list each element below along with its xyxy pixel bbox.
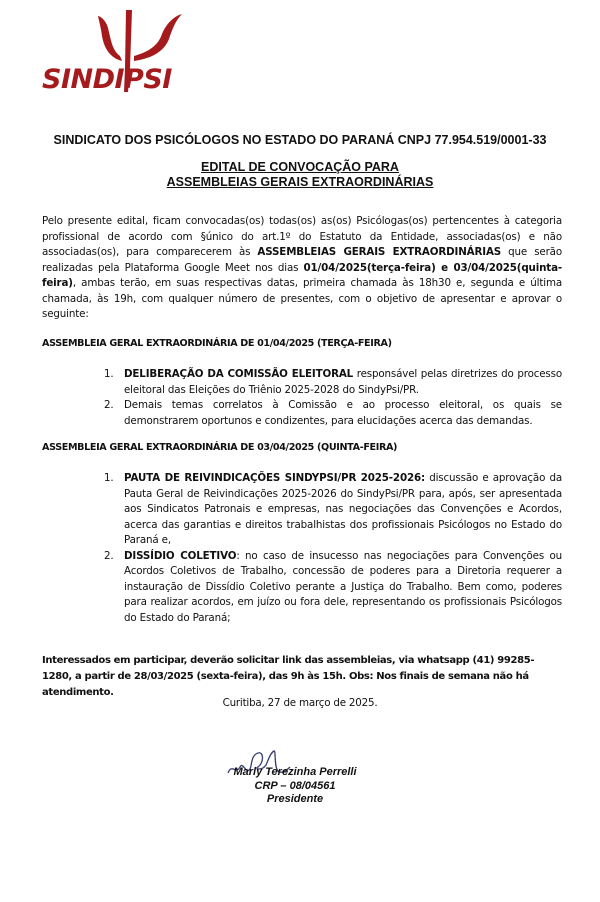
item-text: responsável pelas diretrizes do processo eleitoral das Eleições do Triênio 2025-2028 do SindyPsi/PR. (124, 368, 562, 396)
item-bold: PAUTA DE REIVINDICAÇÕES SINDYPSI/PR 2025-2026: (124, 472, 425, 484)
title-line-2: ASSEMBLEIAS GERAIS EXTRAORDINÁRIAS (166, 175, 434, 189)
sindipsi-logo (42, 6, 192, 95)
logo-text: SINDIPSI (42, 64, 172, 95)
intro-bold-assembleias: ASSEMBLEIAS GERAIS EXTRAORDINÁRIAS (257, 246, 502, 258)
document-title (0, 160, 600, 190)
agenda-item (100, 398, 562, 429)
item-bold: DISSÍDIO COLETIVO (124, 549, 237, 562)
section-heading-1: ASSEMBLEIA GERAL EXTRAORDINÁRIA DE 01/04/2025 (TERÇA-FEIRA) (42, 338, 392, 349)
agenda-list-2 (100, 471, 562, 626)
agenda-item (100, 471, 562, 549)
section-heading-2: ASSEMBLEIA GERAL EXTRAORDINÁRIA DE 03/04/2025 (QUINTA-FEIRA) (42, 442, 398, 453)
intro-text-1: Pelo presente edital, ficam convocadas(os) todas(os) as(os) Psicólogas(os) pertencentes à categoria profissional de acordo com §único do art.1º do Estatuto da Entidade, associadas(os) e não associadas(os), para comparecerem às (42, 215, 562, 258)
signatory-registration: CRP – 08/04561 (254, 779, 336, 792)
agenda-list-1 (100, 367, 562, 429)
intro-text-3: , ambas terão, em suas respectivas datas, primeira chamada às 18h30 e, segunda e última chamada, às 19h, com qualquer número de presentes, com o objetivo de apresentar e aprovar o seguinte: (42, 277, 562, 320)
agenda-item (100, 549, 562, 627)
participation-notice: Interessados em participar, deverão solicitar link das assembleias, via whatsapp (41) 99285-1280, a partir de 28/03/2025 (sexta-feira), das 9h às 15h. Obs: Nos finais de semana não há atendimento. (42, 655, 535, 698)
item-number: 2. (104, 399, 114, 411)
item-text: discussão e aprovação da Pauta Geral de Reivindicações 2025-2026 do SindyPsi/PR para, após, ser apresentada aos Sindicatos Patronais e empresas, nas negociações das Convenções e Acordos, acerca das garantias e direitos trabalhistas dos profissionais Psicólogos no Estado do Paraná e, (124, 472, 563, 546)
signatory-name: Marly Terezinha Perrelli (233, 766, 357, 778)
item-bold: DELIBERAÇÃO DA COMISSÃO ELEITORAL (124, 368, 354, 380)
intro-text-2: que serão realizadas pela Plataforma Google Meet nos dias (42, 246, 562, 274)
item-text: : no caso de insucesso nas negociações para Convenções ou Acordos Coletivos de Trabalho, concessão de poderes para a Diretoria requerer a instauração de Dissídio Coletivo perante a Justiça do Trabalho. Bem como, poderes para realizar acordos, em juízo ou fora dele, representando os profissionais Psicólogos do Estado do Paraná; (124, 549, 562, 624)
item-text: Demais temas correlatos à Comissão e ao processo eleitoral, os quais se demonstrarem oportunos e condizentes, para elucidações acerca das demandas. (124, 399, 562, 427)
item-number: 2. (104, 549, 114, 562)
signatory-role: Presidente (266, 793, 324, 805)
signatory-block (210, 766, 380, 807)
intro-bold-dates: 01/04/2025(terça-feira) e 03/04/2025(quinta-feira) (42, 261, 562, 289)
item-number: 1. (104, 368, 114, 380)
title-line-1: EDITAL DE CONVOCAÇÃO PARA (201, 160, 399, 174)
item-number: 1. (104, 472, 114, 484)
place-date: Curitiba, 27 de março de 2025. (222, 697, 378, 709)
agenda-item (100, 367, 562, 398)
organization-header: SINDICATO DOS PSICÓLOGOS NO ESTADO DO PARANÁ CNPJ 77.954.519/0001-33 (53, 133, 547, 147)
intro-paragraph (42, 214, 562, 323)
